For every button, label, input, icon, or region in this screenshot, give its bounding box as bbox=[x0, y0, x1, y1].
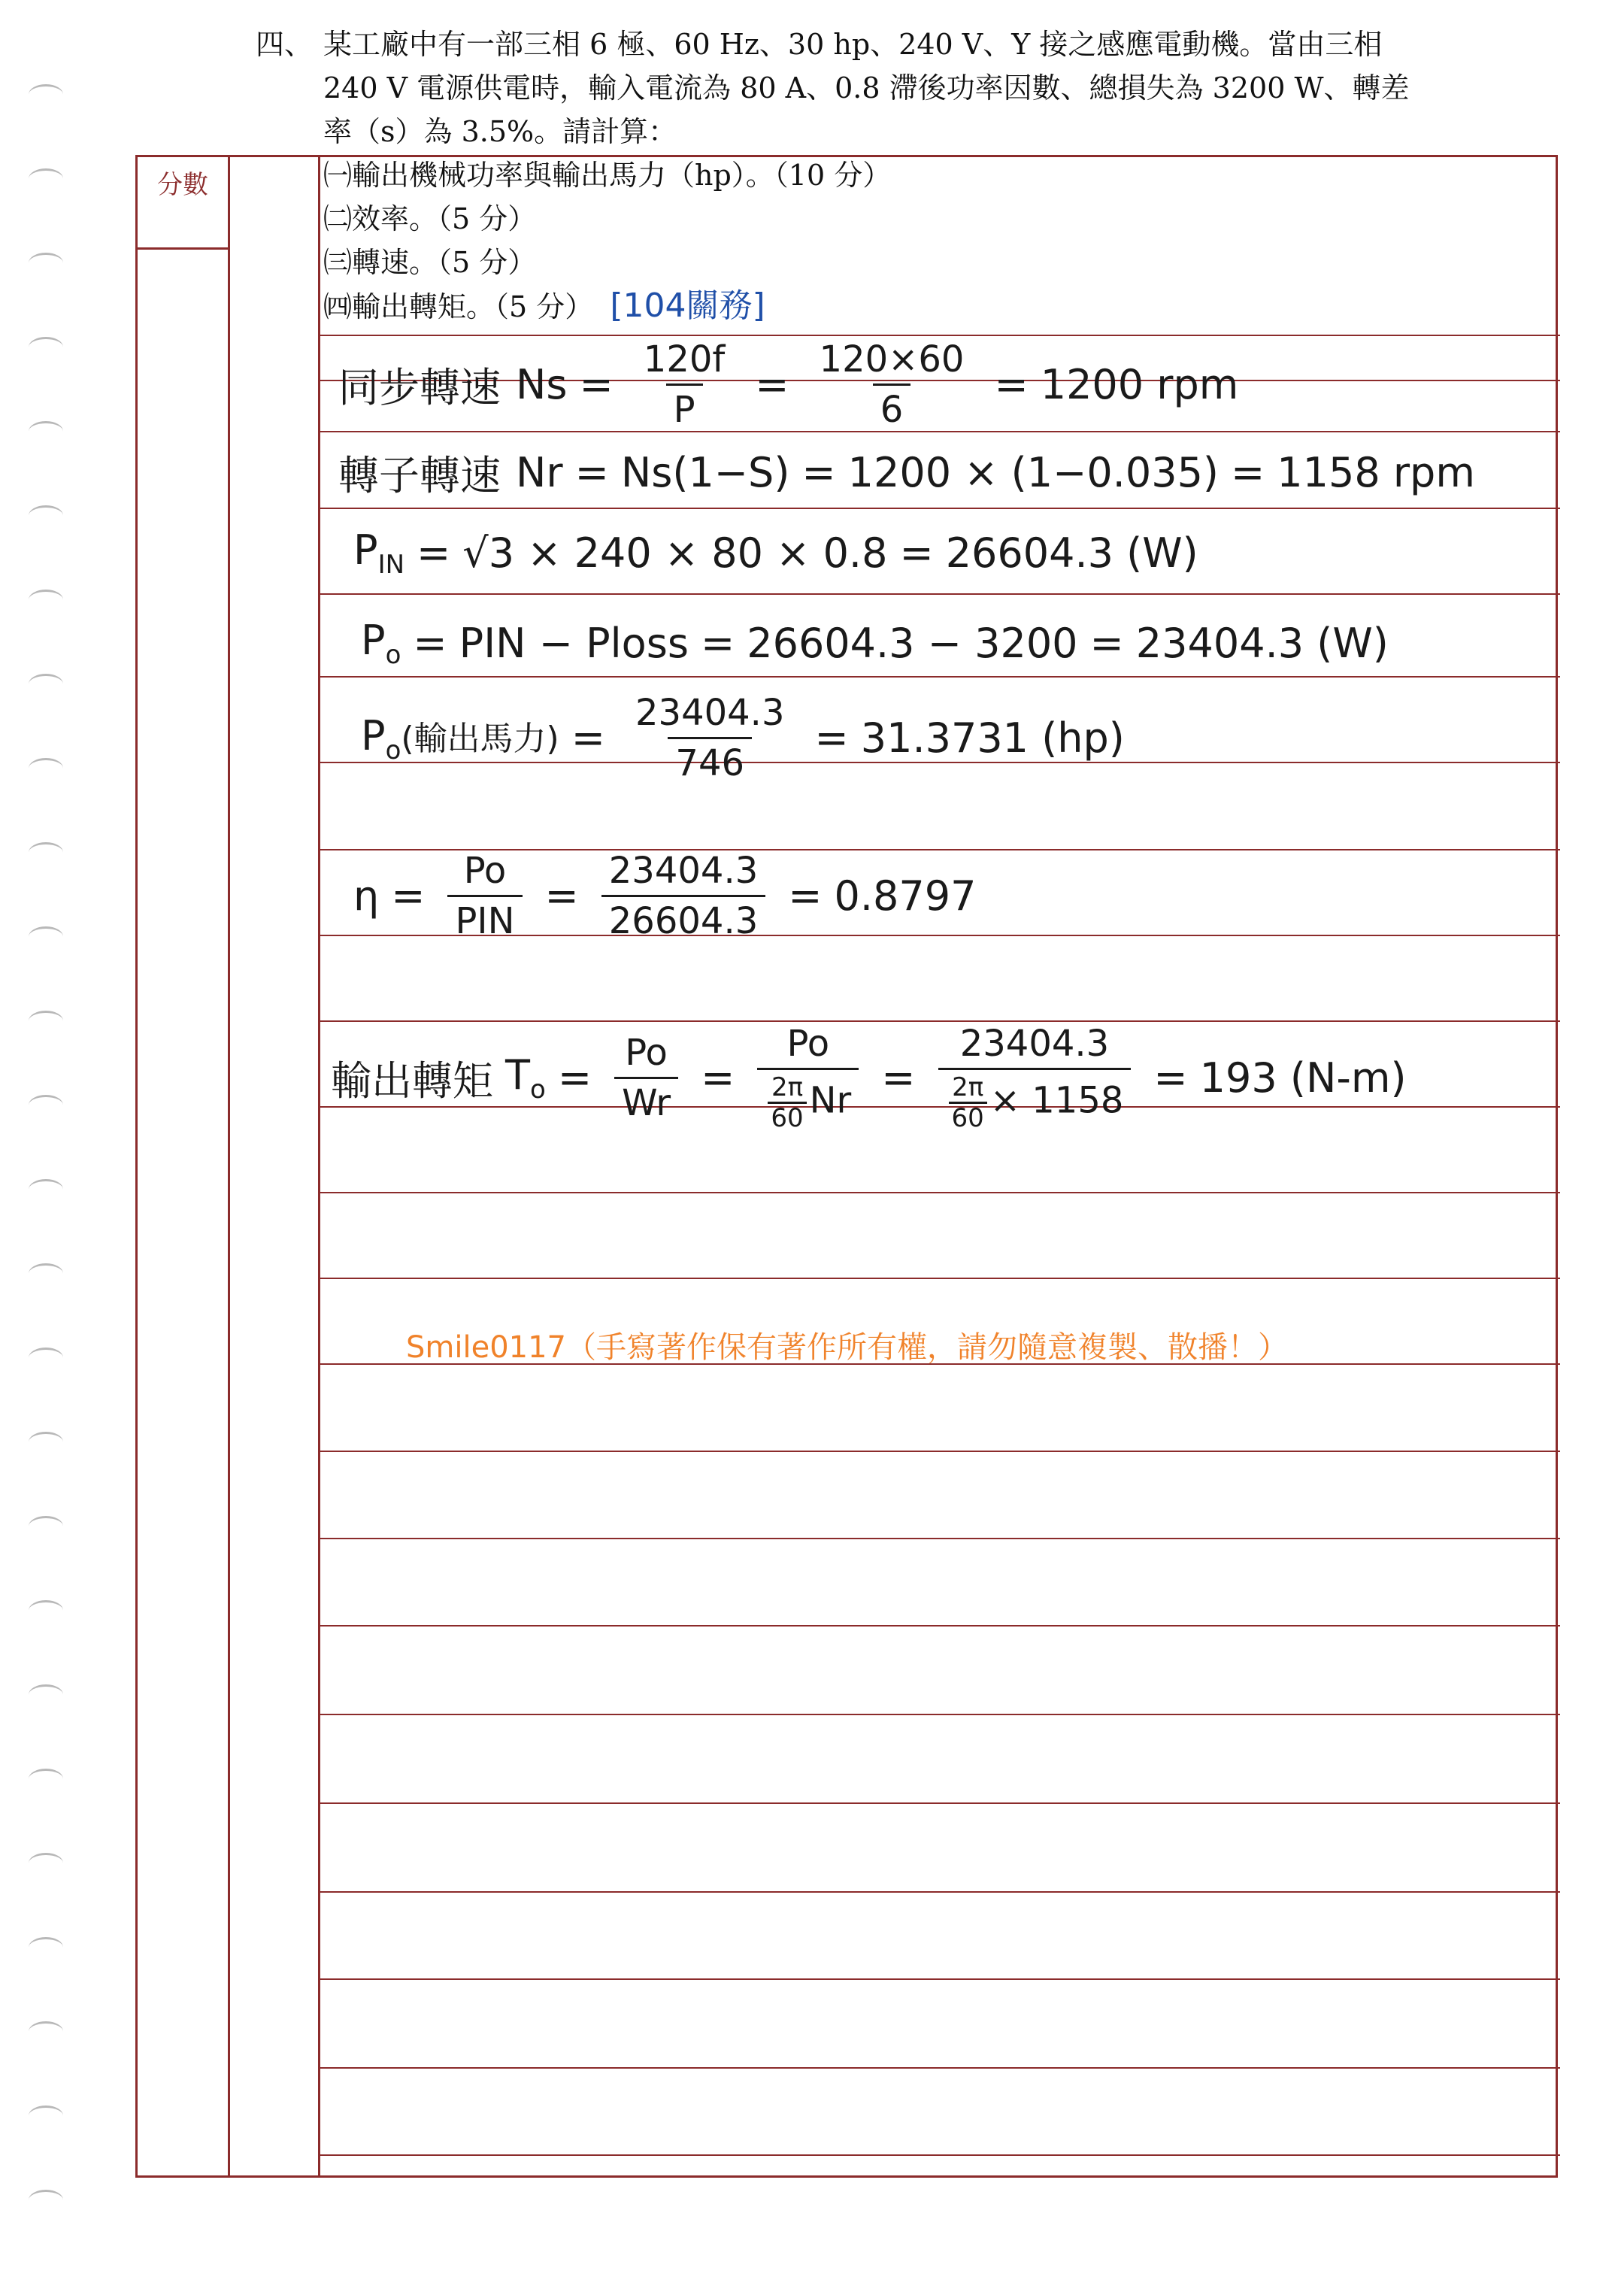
score-column-divider bbox=[228, 157, 230, 2175]
output-power-symbol: $P_o$ bbox=[361, 617, 401, 670]
equals-sign: = bbox=[700, 620, 735, 667]
equals-sign: = bbox=[701, 1054, 735, 1102]
rotor-speed-label: 轉子轉速 bbox=[338, 452, 501, 499]
rotor-speed-substitution: 1200 × (1−0.035) bbox=[847, 449, 1219, 496]
sync-speed-label: 同步轉速 bbox=[338, 364, 501, 411]
equals-sign: = bbox=[899, 529, 934, 577]
torque-label: 輸出轉矩 bbox=[331, 1057, 493, 1105]
input-power-line bbox=[353, 526, 1198, 580]
ruled-line bbox=[318, 1802, 1560, 1804]
equals-sign: = bbox=[413, 620, 447, 667]
ruled-line bbox=[318, 1451, 1560, 1452]
output-hp-line bbox=[361, 692, 1125, 784]
input-power-formula: √3 × 240 × 80 × 0.8 bbox=[462, 529, 888, 577]
binder-hole bbox=[29, 674, 63, 694]
ruled-line bbox=[318, 1714, 1560, 1715]
binder-hole bbox=[29, 337, 63, 357]
equals-sign: = bbox=[571, 714, 605, 762]
efficiency-result: 0.8797 bbox=[834, 872, 977, 920]
binder-hole bbox=[29, 842, 63, 863]
ruled-line bbox=[318, 1020, 1560, 1022]
sync-speed-symbol: Ns bbox=[516, 361, 568, 408]
rotor-speed-result: 1158 rpm bbox=[1277, 449, 1475, 496]
equals-sign: = bbox=[579, 361, 614, 408]
equals-sign: = bbox=[788, 872, 823, 920]
output-power-formula: PIN − Ploss bbox=[459, 620, 689, 667]
question-part-1: ㈠輸出機械功率與輸出馬力（hp）。（10 分） bbox=[323, 159, 892, 192]
ruled-line bbox=[318, 1192, 1560, 1193]
fraction-denominator: 26604.3 bbox=[601, 895, 766, 942]
question-block bbox=[256, 23, 1549, 329]
equals-sign: = bbox=[881, 1054, 916, 1102]
torque-line bbox=[331, 1023, 1407, 1132]
fraction-denominator: PIN bbox=[447, 895, 522, 942]
question-line: 240 V 電源供電時，輸入電流為 80 A、0.8 滯後功率因數、總損失為 3200 W、轉差 bbox=[323, 71, 1410, 105]
fraction-numerator: 120×60 bbox=[819, 338, 965, 380]
output-hp-result: 31.3731 (hp) bbox=[860, 714, 1125, 762]
output-hp-symbol: $P_o$(輸出馬力) bbox=[361, 711, 559, 766]
binder-hole bbox=[29, 1348, 63, 1368]
question-line: 某工廠中有一部三相 6 極、60 Hz、30 hp、240 V、Y 接之感應電動機。當由三相 bbox=[323, 28, 1383, 61]
equals-sign: = bbox=[801, 449, 836, 496]
fraction-denominator: $\frac{2\pi}{60}$ × 1158 bbox=[938, 1068, 1132, 1132]
binder-hole bbox=[29, 1011, 63, 1031]
ruled-line bbox=[318, 508, 1560, 509]
binder-hole bbox=[29, 1684, 63, 1705]
fraction bbox=[757, 1023, 859, 1132]
fraction bbox=[628, 692, 792, 784]
equals-sign: = bbox=[1231, 449, 1265, 496]
binder-holes bbox=[15, 68, 75, 2248]
question-part-4: ㈣輸出轉矩。（5 分） bbox=[323, 290, 594, 323]
binder-hole bbox=[29, 2190, 63, 2210]
equals-sign: = bbox=[1153, 1054, 1188, 1102]
fraction-denominator: 6 bbox=[873, 384, 911, 431]
fraction-denominator: 746 bbox=[668, 737, 752, 784]
ruled-line bbox=[318, 1538, 1560, 1539]
binder-hole bbox=[29, 1853, 63, 1873]
input-power-result: 26604.3 (W) bbox=[945, 529, 1198, 577]
equals-sign: = bbox=[994, 361, 1029, 408]
fraction-denominator: Wr bbox=[614, 1077, 678, 1124]
efficiency-symbol: η bbox=[353, 872, 380, 920]
binder-hole bbox=[29, 505, 63, 526]
binder-hole bbox=[29, 1937, 63, 1957]
fraction-denominator: P bbox=[666, 384, 703, 431]
rotor-speed-formula: Ns(1−S) bbox=[620, 449, 790, 496]
efficiency-line bbox=[353, 850, 976, 942]
fraction-numerator: Po bbox=[625, 1031, 668, 1074]
ruled-line bbox=[318, 1891, 1560, 1893]
fraction-numerator: 23404.3 bbox=[635, 692, 785, 734]
binder-hole bbox=[29, 168, 63, 189]
binder-hole bbox=[29, 2106, 63, 2126]
ruled-line bbox=[318, 2154, 1560, 2156]
fraction bbox=[601, 850, 766, 942]
fraction bbox=[636, 338, 733, 431]
fraction-numerator: 23404.3 bbox=[608, 850, 759, 892]
equals-sign: = bbox=[557, 1054, 592, 1102]
fraction-numerator: 120f bbox=[643, 338, 726, 380]
equals-sign: = bbox=[391, 872, 426, 920]
binder-hole bbox=[29, 1432, 63, 1452]
binder-hole bbox=[29, 421, 63, 441]
binder-hole bbox=[29, 926, 63, 947]
input-power-symbol: $P_{IN}$ bbox=[353, 526, 405, 580]
score-label: 分數 bbox=[157, 170, 208, 200]
question-number: 四、 bbox=[256, 28, 314, 61]
equals-sign: = bbox=[1089, 620, 1124, 667]
ruled-line bbox=[318, 431, 1560, 432]
binder-hole bbox=[29, 1095, 63, 1115]
ruled-line bbox=[318, 593, 1560, 595]
ruled-line bbox=[318, 1978, 1560, 1980]
binder-hole bbox=[29, 758, 63, 778]
question-line: 率（s）為 3.5%。請計算： bbox=[323, 115, 677, 148]
equals-sign: = bbox=[814, 714, 849, 762]
fraction-denominator: $\frac{2\pi}{60}$ Nr bbox=[757, 1068, 859, 1132]
ruled-line bbox=[318, 2067, 1560, 2069]
binder-hole bbox=[29, 1769, 63, 1789]
fraction-numerator: Po bbox=[786, 1023, 830, 1065]
equals-sign: = bbox=[574, 449, 609, 496]
score-box-divider bbox=[138, 247, 228, 250]
binder-hole bbox=[29, 253, 63, 273]
margin-line bbox=[318, 157, 320, 2175]
torque-symbol: $T_o$ bbox=[505, 1050, 546, 1105]
ruled-line bbox=[318, 1278, 1560, 1279]
equals-sign: = bbox=[544, 872, 579, 920]
equals-sign: = bbox=[417, 529, 451, 577]
ruled-line bbox=[318, 335, 1560, 336]
binder-hole bbox=[29, 84, 63, 105]
sync-speed-line bbox=[338, 338, 1238, 431]
fraction bbox=[614, 1032, 678, 1124]
rotor-speed-line bbox=[338, 444, 1475, 502]
binder-hole bbox=[29, 590, 63, 610]
binder-hole bbox=[29, 1179, 63, 1199]
source-annotation: [104關務] bbox=[610, 286, 765, 325]
fraction bbox=[812, 338, 972, 431]
torque-result: 193 (N-m) bbox=[1199, 1054, 1407, 1102]
binder-hole bbox=[29, 1516, 63, 1536]
copyright-notice: Smile0117（手寫著作保有著作所有權，請勿隨意複製、散播！） bbox=[406, 1330, 1288, 1365]
fraction-numerator: Po bbox=[463, 850, 507, 892]
binder-hole bbox=[29, 2021, 63, 2042]
fraction bbox=[938, 1023, 1132, 1132]
equals-sign: = bbox=[755, 361, 789, 408]
question-part-3: ㈢轉速。（5 分） bbox=[323, 246, 537, 279]
output-power-substitution: 26604.3 − 3200 bbox=[747, 620, 1078, 667]
output-power-result: 23404.3 (W) bbox=[1135, 620, 1389, 667]
ruled-line bbox=[318, 676, 1560, 678]
binder-hole bbox=[29, 1600, 63, 1620]
output-power-line bbox=[361, 617, 1389, 670]
sync-speed-result: 1200 rpm bbox=[1040, 361, 1239, 408]
ruled-line bbox=[318, 1625, 1560, 1627]
rotor-speed-symbol: Nr bbox=[516, 449, 563, 496]
fraction bbox=[447, 850, 522, 942]
fraction-numerator: 23404.3 bbox=[959, 1023, 1110, 1065]
binder-hole bbox=[29, 1263, 63, 1284]
question-part-2: ㈡效率。（5 分） bbox=[323, 202, 537, 235]
